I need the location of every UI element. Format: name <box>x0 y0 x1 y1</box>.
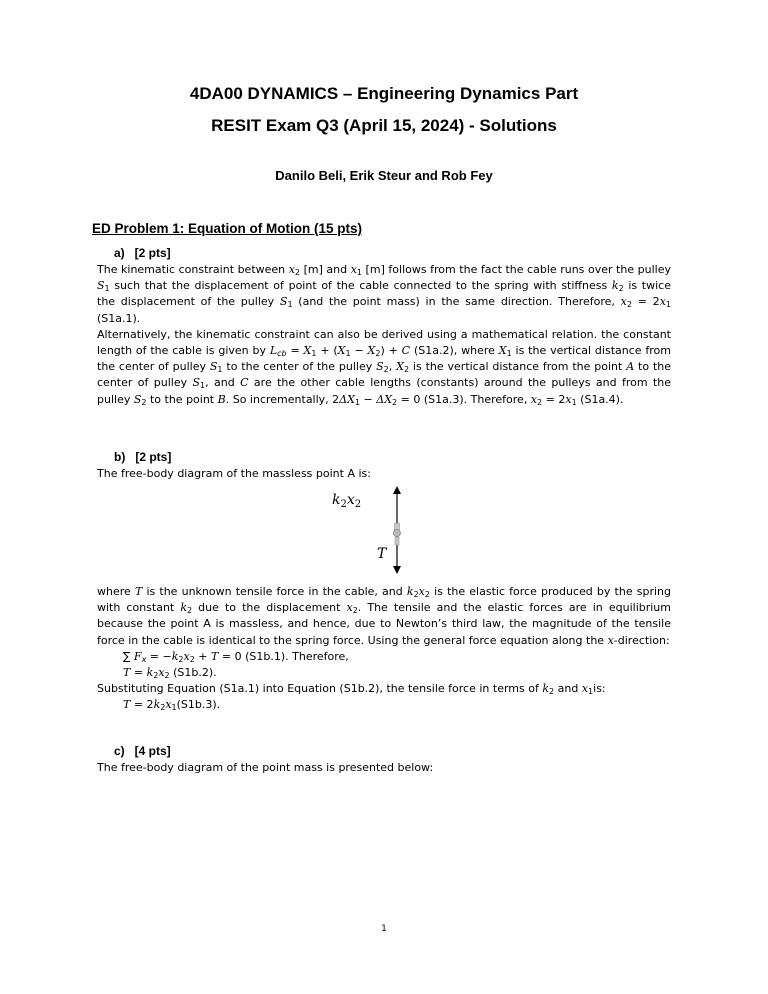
eq-s1a4: (S1a.4). <box>580 392 624 406</box>
point-a-marker <box>394 530 401 537</box>
spring-force-label: $k_2x_2$ <box>332 492 362 510</box>
authors: Danilo Beli, Erik Steur and Rob Fey <box>275 168 493 183</box>
part-b-text: where T is the unknown tensile force in the cable, and $k_2x_2$ is the elastic force produced by the spring with constant $k_2$ due to the displacement $x_2$. The tensile and the elastic forces are in equilibrium because the point A is massless, and hence, due to Newton’s third law, the magnitude of the tensile force in the cable is identical to the spring force. Using the general force equation along the x-direction: ∑ $F_x = -k_2x_2 + T = 0$ (S1b.1). Therefore, $T = k_2x_2$ (S1b.2). Substituting Equation (S1a.1) into Equation (S1b.2), the tensile force in terms of $k_2$ and $x_1is$: $T = 2k_2x_1(S1b.3)$. <box>97 585 672 713</box>
part-a-points: [2 pts] <box>134 246 171 260</box>
part-c-points: [4 pts] <box>134 744 171 758</box>
part-a-heading <box>114 246 171 260</box>
eq-s1a2: (S1a.2) <box>413 344 454 358</box>
up-arrowhead-icon <box>393 486 401 494</box>
cable-stub <box>395 537 399 545</box>
eq-s1b3: (S1b.3). <box>176 698 221 712</box>
part-b-heading <box>114 450 171 464</box>
problem-heading: ED Problem 1: Equation of Motion (15 pts) <box>92 221 362 236</box>
eq-s1b2: (S1b.2). <box>173 666 217 680</box>
spring-end-stub <box>395 523 400 530</box>
part-b-intro: The free-body diagram of the massless point A is: <box>97 467 371 480</box>
page-number: 1 <box>381 924 387 934</box>
part-c-heading <box>114 744 171 758</box>
eq-s1a3: (S1a.3) <box>423 392 464 406</box>
part-c-intro: The free-body diagram of the point mass is presented below: <box>97 761 434 774</box>
part-b-label: b) <box>114 450 126 464</box>
tension-label: T <box>377 546 387 562</box>
fbd-arrows <box>340 482 430 582</box>
free-body-diagram-point-a <box>332 482 430 582</box>
part-b-points: [2 pts] <box>135 450 172 464</box>
part-a-text: The kinematic constraint between $x_2$ [m] and $x_1$ [m] follows from the fact the cable runs over the pulley $S_1$ such that the displacement of point of the cable connected to the spring with stiffness $k_2$ is twice the displacement of the pulley $S_1$ (and the point mass) in the same direction. Therefore, $x_2 = 2x_1$ (S1a.1). Alternatively, the kinematic constraint can also be derived using a mathematical relation. the constant length of the cable is given by $L_{cb} = X_1 + (X_1 - X_2) + C$ (S1a.2), where $X_1$ is the vertical distance from the center of pulley $S_1$ to the center of the pulley $S_2$, $X_2$ is the vertical distance from the point A to the center of pulley $S_1$, and C are the other cable lengths (constants) around the pulleys and from the pulley $S_2$ to the point B. So incrementally, $2\Delta X_1 - \Delta X_2 = 0$ (S1a.3). Therefore, $x_2 = 2x_1$ (S1a.4). <box>97 263 672 407</box>
document-subtitle: RESIT Exam Q3 (April 15, 2024) - Solutions <box>211 116 557 135</box>
eq-s1b1: (S1b.1). Therefore, <box>245 649 349 663</box>
part-a-label: a) <box>114 246 125 260</box>
down-arrowhead-icon <box>393 566 401 574</box>
part-c-label: c) <box>114 744 125 758</box>
eq-s1a1: (S1a.1). <box>97 311 141 325</box>
document-title: 4DA00 DYNAMICS – Engineering Dynamics Part <box>189 84 579 103</box>
